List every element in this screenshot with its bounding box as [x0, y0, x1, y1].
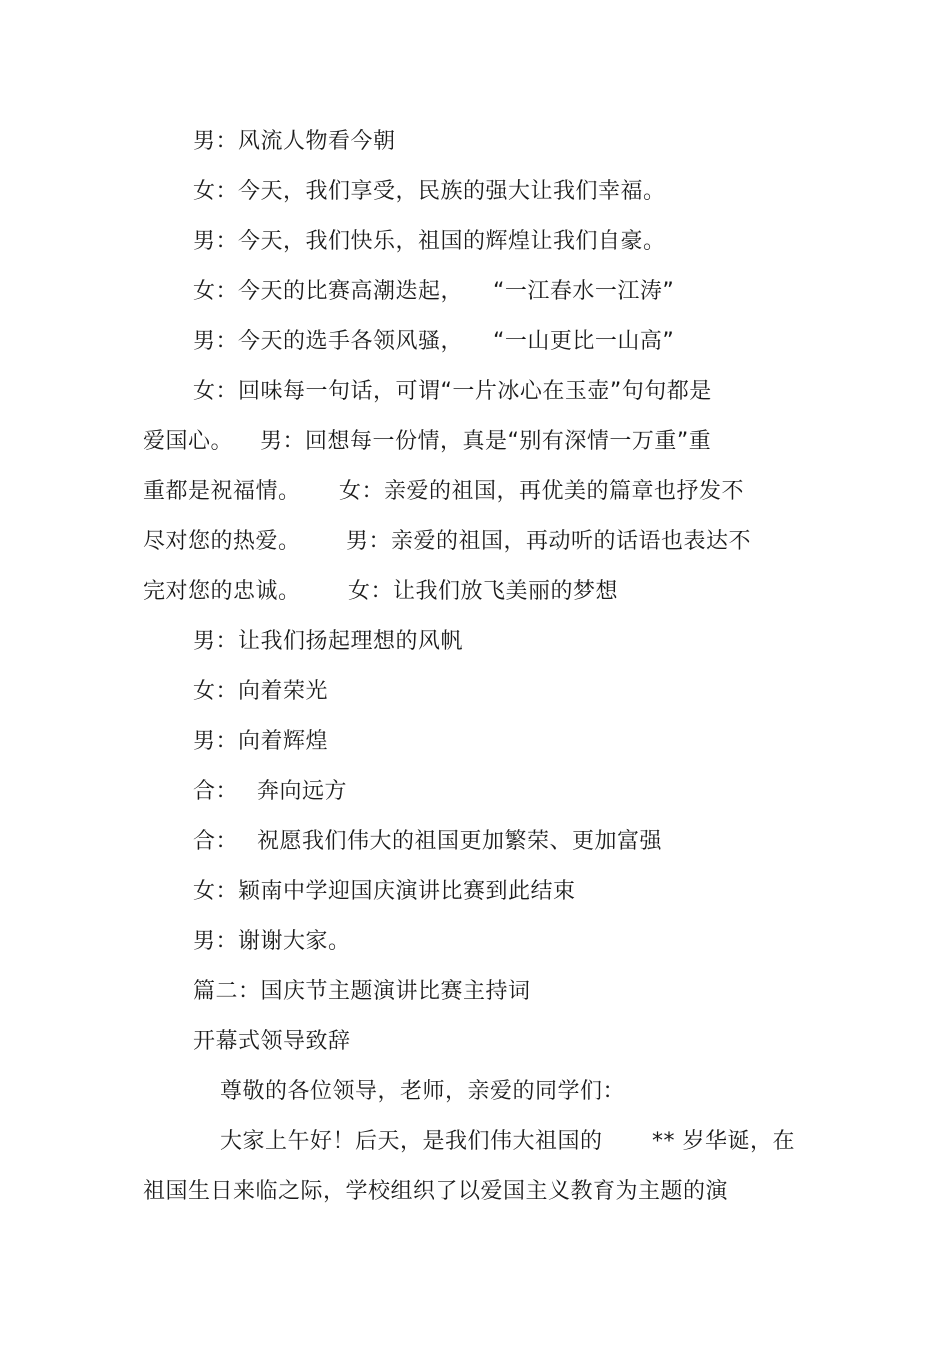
text-segment: 尊敬的各位领导，老师，亲爱的同学们：: [220, 1079, 626, 1104]
text-segment: 男：今天，我们快乐，祖国的辉煌让我们自豪。: [193, 229, 666, 254]
text-segment: 男：回想每一份情，真是“别有深情一万重”重: [260, 429, 712, 454]
text-segment: “一江春水一江涛”: [493, 279, 675, 304]
text-line: [143, 1177, 729, 1267]
text-segment: 女：今天，我们享受，民族的强大让我们幸福。: [193, 179, 666, 204]
text-segment: 重都是祝福情。: [143, 479, 301, 504]
text-segment: 完对您的忠诚。: [143, 579, 301, 604]
text-segment: 女：回味每一句话，可谓“一片冰心在玉壶”句句都是: [193, 379, 712, 404]
text-segment: 祖国生日来临之际，学校组织了以爱国主义教育为主题的演: [143, 1179, 729, 1204]
text-segment: 男：向着辉煌: [193, 729, 329, 754]
text-segment: 女：颖南中学迎国庆演讲比赛到此结束: [193, 879, 576, 904]
text-segment: 男：风流人物看今朝: [193, 129, 396, 154]
text-segment: 大家上午好！后天，是我们伟大祖国的: [220, 1129, 603, 1154]
text-segment: 祝愿我们伟大的祖国更加繁荣、更加富强: [257, 829, 663, 854]
text-line: [193, 1027, 351, 1117]
text-segment: 尽对您的热爱。: [143, 529, 301, 554]
text-segment: 女：今天的比赛高潮迭起，: [193, 279, 464, 304]
text-segment: 开幕式领导致辞: [193, 1029, 351, 1054]
text-segment: 男：谢谢大家。: [193, 929, 351, 954]
text-segment: “一山更比一山高”: [493, 329, 675, 354]
text-segment: 合：: [193, 829, 239, 854]
text-segment: 女：亲爱的祖国，再优美的篇章也抒发不: [339, 479, 745, 504]
text-segment: 男：今天的选手各领风骚，: [193, 329, 464, 354]
text-segment: 女：向着荣光: [193, 679, 329, 704]
text-segment: 篇二：国庆节主题演讲比赛主持词: [193, 979, 531, 1004]
text-segment: 合：: [193, 779, 239, 804]
text-segment: 奔向远方: [257, 779, 348, 804]
text-segment: 男：让我们扬起理想的风帆: [193, 629, 464, 654]
text-segment: 爱国心。: [143, 429, 234, 454]
text-segment: ** 岁华诞，在: [652, 1129, 795, 1154]
text-segment: 女：让我们放飞美丽的梦想: [348, 579, 619, 604]
text-segment: 男：亲爱的祖国，再动听的话语也表达不: [346, 529, 752, 554]
